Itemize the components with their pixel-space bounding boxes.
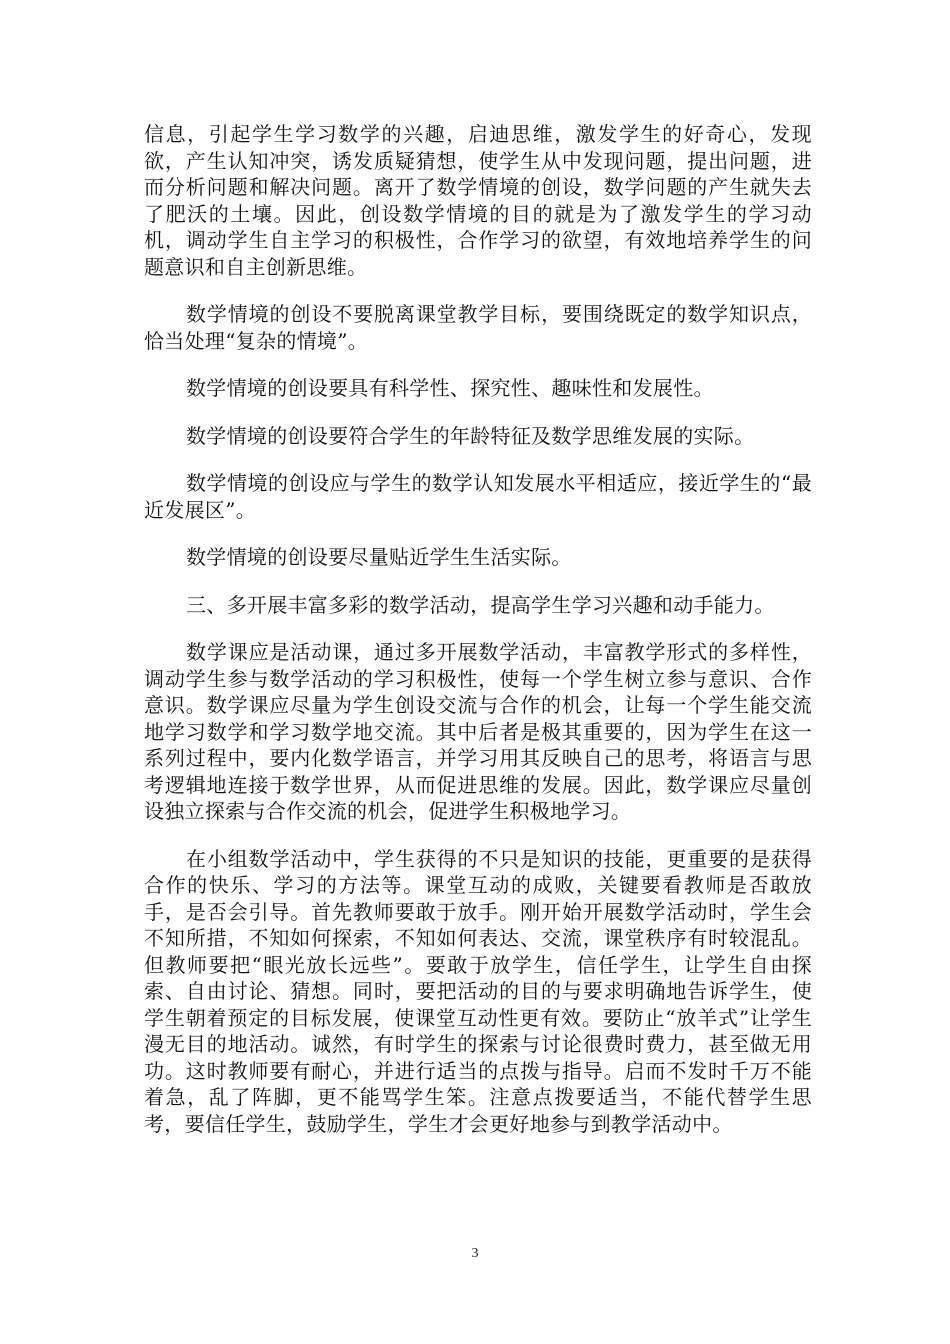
paragraph-principle-life: 数学情境的创设要尽量贴近学生生活实际。 <box>186 545 572 569</box>
page-body <box>144 121 812 1158</box>
paragraph-activity-class: 数学课应是活动课，通过多开展数学活动，丰富教学形式的多样性，调动学生参与数学活动的学习积极性，使每一个学生树立参与意识、合作意识。数学课应尽量为学生创设交流与合作的机会，让每一个学生能交流地学习数学和学习数学地交流。其中后者是极其重要的，因为学生在这一系列过程中，要内化数学语言，并学习用其反映自己的思考，将语言与思考逻辑地连接于数学世界，从而促进思维的发展。因此，数学课应尽量创设独立探索与合作交流的机会，促进学生积极地学习。 <box>144 640 812 823</box>
page-number: 3 <box>471 1246 479 1261</box>
paragraph-group-activity: 在小组数学活动中，学生获得的不只是知识的技能，更重要的是获得合作的快乐、学习的方法等。课堂互动的成败，关键要看教师是否敢放手，是否会引导。首先教师要敢于放手。刚开始开展数学活动时，学生会不知所措，不知如何探索，不知如何表达、交流，课堂秩序有时较混乱。但教师要把“眼光放长远些”。要敢于放学生，信任学生，让学生自由探索、自由讨论、猜想。同时，要把活动的目的与要求明确地告诉学生，使学生朝着预定的目标发展，使课堂互动性更有效。要防止“放羊式”让学生漫无目的地活动。诚然，有时学生的探索与讨论很费时费力，甚至做无用功。这时教师要有耐心，并进行适当的点拨与指导。启而不发时千万不能着急，乱了阵脚，更不能骂学生笨。注意点拨要适当，不能代替学生思考，要信任学生，鼓励学生，学生才会更好地参与到教学活动中。 <box>144 846 812 1136</box>
paragraph-continuation: 信息，引起学生学习数学的兴趣，启迪思维，激发学生的好奇心，发现欲，产生认知冲突，诱发质疑猜想，使学生从中发现问题，提出问题，进而分析问题和解决问题。离开了数学情境的创设，数学问题的产生就失去了肥沃的土壤。因此，创设数学情境的目的就是为了激发学生的学习动机，调动学生自主学习的积极性，合作学习的欲望，有效地培养学生的问题意识和自主创新思维。 <box>144 122 812 279</box>
paragraph-principle-age: 数学情境的创设要符合学生的年龄特征及数学思维发展的实际。 <box>186 423 755 448</box>
section-heading-three: 三、多开展丰富多彩的数学活动，提高学生学习兴趣和动手能力。 <box>186 592 775 617</box>
paragraph-principle-goal: 数学情境的创设不要脱离课堂教学目标，要围绕既定的数学知识点，恰当处理“复杂的情境”。 <box>144 302 812 353</box>
paragraph-principle-scientific: 数学情境的创设要具有科学性、探究性、趣味性和发展性。 <box>186 376 714 400</box>
paragraph-principle-level: 数学情境的创设应与学生的数学认知发展水平相适应，接近学生的“最近发展区”。 <box>144 471 812 522</box>
